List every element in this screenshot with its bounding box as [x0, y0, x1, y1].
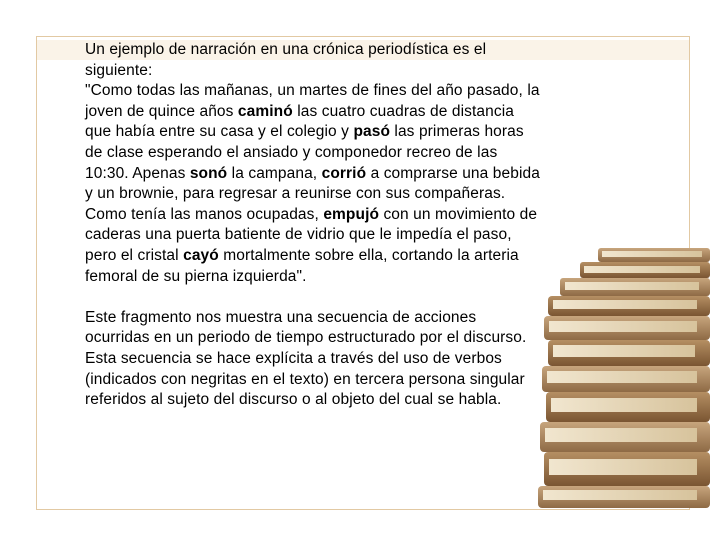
- book: [544, 316, 710, 340]
- book: [544, 452, 710, 486]
- bold-verb: empujó: [323, 205, 380, 223]
- bold-verb: caminó: [237, 102, 293, 120]
- bold-verb: corrió: [321, 164, 367, 182]
- book: [548, 296, 710, 316]
- text-run: "Como todas las mañanas, un martes de fines del año pasado, la joven de quince años: [85, 82, 540, 120]
- intro-sentence: Un ejemplo de narración en una crónica periodística es el siguiente:: [85, 41, 487, 79]
- text-run: mortalmente sobre ella, cortando la arteria femoral de su pierna izquierda".: [85, 246, 519, 285]
- text-run: a comprarse una bebida y un brownie, para regresar a reunirse con sus compañeras. Como tenía las manos ocupadas,: [85, 164, 540, 223]
- text-run: las primeras horas de clase esperando el ansiado y componedor recreo de las 10:30. Apenas: [85, 123, 524, 182]
- narrative-paragraph: [85, 40, 540, 287]
- bold-verb: pasó: [353, 123, 391, 141]
- book: [598, 248, 710, 262]
- text-run: la campana,: [227, 164, 322, 182]
- text-run: las cuatro cuadras de distancia que había entre su casa y el colegio y: [85, 102, 514, 141]
- book: [546, 392, 710, 422]
- book: [540, 422, 710, 452]
- book: [560, 278, 710, 296]
- book: [580, 262, 710, 278]
- bold-verb: cayó: [183, 246, 219, 264]
- explanation-paragraph: Este fragmento nos muestra una secuencia de acciones ocurridas en un periodo de tiempo estructurado por el discurso. Esta secuencia se hace explícita a través del uso de verbos (indicados con negritas en el texto) en tercera persona singular referidos al sujeto del discurso o al objeto del cual se habla.: [85, 308, 527, 409]
- book: [542, 366, 710, 392]
- book: [548, 340, 710, 366]
- bold-verb: sonó: [189, 164, 228, 182]
- slide-body-text: [85, 40, 540, 411]
- book: [538, 486, 710, 508]
- text-run: con un movimiento de caderas una puerta batiente de vidrio que le impedía el paso, pero el cristal: [85, 205, 538, 264]
